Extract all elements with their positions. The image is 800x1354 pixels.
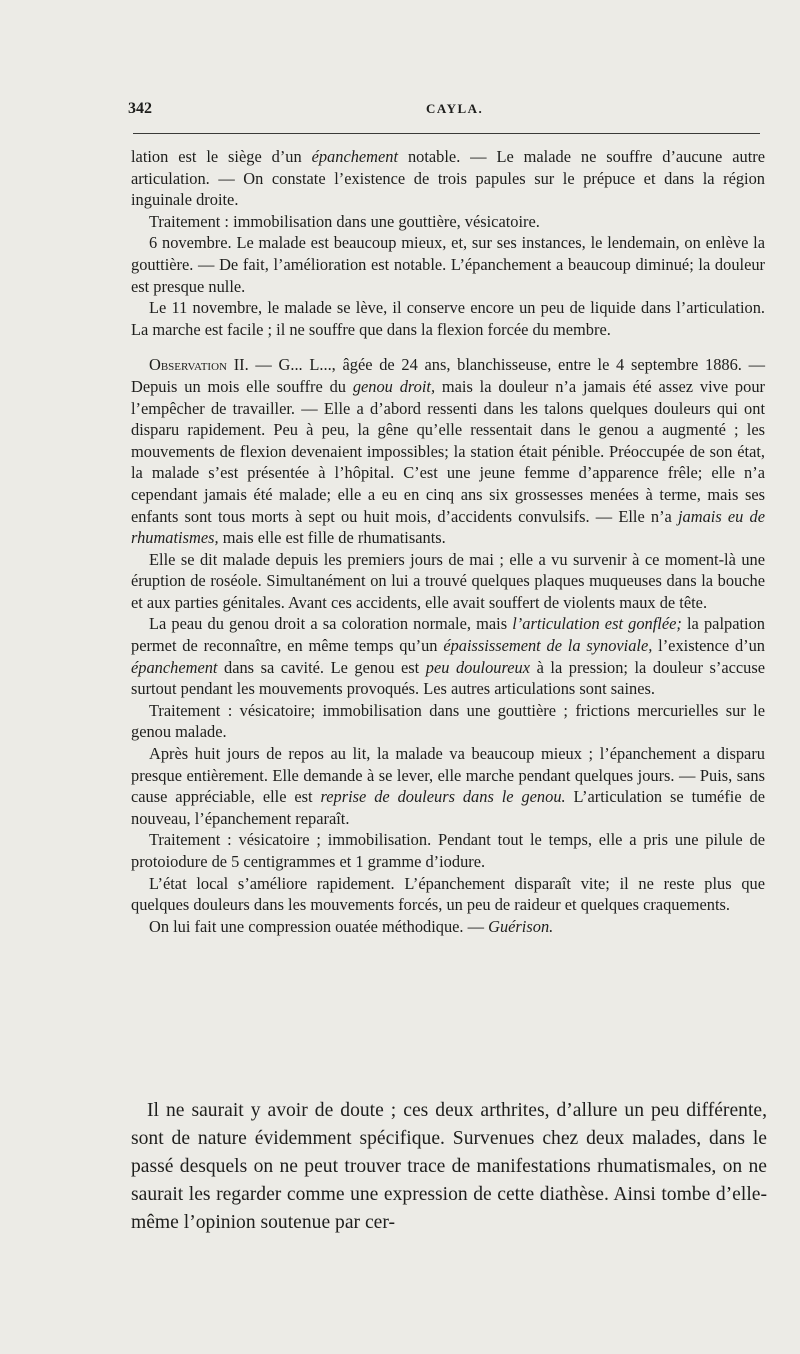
text-span: — G... L..., âgée de 24 ans, blanchisseuse, entre le 4 septembre 1886. — Depuis un mois elle souffre du bbox=[131, 355, 765, 396]
text-span: L’articulation se tuméfie de nouveau, l’épanchement reparaît. bbox=[131, 787, 765, 828]
paragraph bbox=[131, 700, 765, 743]
paragraph bbox=[131, 613, 765, 699]
paragraph bbox=[131, 916, 765, 938]
italic-text: genou droit, bbox=[352, 376, 436, 396]
italic-text: épaississement de la synoviale, bbox=[443, 636, 653, 656]
text-span: La peau du genou droit a sa coloration normale, mais bbox=[149, 614, 513, 634]
paragraph bbox=[131, 232, 765, 297]
italic-text: épanchement bbox=[131, 657, 218, 677]
text-span: notable. — Le malade ne souffre d’aucune autre articulation. — On constate l’existence de trois papules sur le prépuce et dans la région inguinale droite. bbox=[131, 147, 765, 210]
paragraph bbox=[131, 146, 765, 211]
paragraph bbox=[131, 549, 765, 614]
text-span: dans sa cavité. Le genou est bbox=[217, 657, 426, 677]
text-span: l’existence d’un bbox=[652, 636, 765, 656]
text-span: Traitement : vésicatoire ; immobilisation. Pendant tout le temps, elle a pris une pilule de protoiodure de 5 centigrammes et 1 gramme d’iodure. bbox=[131, 830, 765, 871]
text-span: Elle se dit malade depuis les premiers jours de mai ; elle a vu survenir à ce moment-là une éruption de roséole. Simultanément on lui a trouvé quelques plaques muqueuses dans la bouche et aux parties génitales. Avant ces accidents, elle avait souffert de violents maux de tête. bbox=[131, 549, 765, 612]
italic-text: reprise de douleurs dans le genou. bbox=[320, 787, 566, 807]
text-span: L’état local s’améliore rapidement. L’épanchement disparaît vite; il ne reste plus que quelques douleurs dans les mouvements forcés, un peu de raideur et quelques craquements. bbox=[131, 873, 765, 915]
observation-heading: Observation II. bbox=[149, 355, 249, 375]
text-span: Le 11 novembre, le malade se lève, il conserve encore un peu de liquide dans l’articulation. La marche est facile ; il ne souffre que dans la flexion forcée du membre. bbox=[131, 298, 765, 339]
text-span: Traitement : immobilisation dans une gouttière, vésicatoire. bbox=[149, 211, 540, 231]
italic-text: épanchement bbox=[311, 147, 399, 166]
italic-text: jamais eu de rhumatismes, bbox=[131, 506, 765, 548]
text-span: Traitement : vésicatoire; immobilisation dans une gouttière ; frictions mercurielles sur le genou malade. bbox=[131, 700, 765, 742]
paragraph bbox=[131, 354, 765, 548]
running-title: CAYLA. bbox=[426, 101, 484, 116]
closing-paragraph: Il ne saurait y avoir de doute ; ces deux arthrites, d’allure un peu différente, sont de nature évidemment spécifique. Survenues chez deux malades, dans le passé desquels on ne peut trouver trace de manifestations rhumatismales, on ne saurait les regarder comme une expression de cette diathèse. Ainsi tombe d’elle-même l’opinion soutenue par cer- bbox=[131, 1100, 767, 1233]
commentary-text bbox=[131, 1097, 767, 1237]
paragraph bbox=[131, 829, 765, 872]
page-number: 342 bbox=[128, 100, 152, 117]
text-span: lation est le siège d’un bbox=[131, 147, 312, 166]
text-span: la palpation permet de reconnaître, en même temps qu’un bbox=[131, 614, 765, 656]
italic-text: Guérison. bbox=[488, 916, 554, 936]
paragraph bbox=[131, 211, 765, 233]
italic-text: l’articulation est gonflée; bbox=[512, 614, 682, 634]
italic-text: peu douloureux bbox=[425, 657, 531, 677]
text-span: à la pression; la douleur s’accuse surtout pendant les mouvements provoqués. Les autres articulations sont saines. bbox=[131, 657, 765, 699]
text-span: Après huit jours de repos au lit, la malade va beaucoup mieux ; l’épanchement a disparu presque entièrement. Elle demande à se lever, elle marche pendant quelques jours. — Puis, sans cause appréciable, elle est bbox=[131, 744, 765, 807]
header-rule bbox=[133, 133, 760, 134]
text-span: mais elle est fille de rhumatisants. bbox=[218, 528, 446, 548]
text-span: On lui fait une compression ouatée méthodique. — bbox=[149, 916, 489, 936]
paragraph bbox=[131, 743, 765, 829]
paragraph bbox=[131, 873, 765, 916]
paragraph bbox=[131, 297, 765, 340]
text-span: mais la douleur n’a jamais été assez vive pour l’empêcher de travailler. — Elle a d’abord ressenti dans les talons quelques douleurs qui ont disparu rapidement. Peu à peu, la gêne qu’elle ressentait dans le genou a augmenté ; les mouvements de flexion devenaient impossibles; la station était pénible. Préoccupée de son état, la malade s’est présentée à l’hôpital. C’est une jeune femme d’apparence frêle; elle n’a cependant jamais été malade; elle a eu en cinq ans six grossesses menées à terme, mais ses enfants sont tous morts à sept ou huit mois, d’accidents convulsifs. — Elle n’a bbox=[131, 376, 765, 526]
text-span: 6 novembre. Le malade est beaucoup mieux, et, sur ses instances, le lendemain, on enlève la gouttière. — De fait, l’amélioration est notable. L’épanchement a beaucoup diminué; la douleur est presque nulle. bbox=[131, 233, 765, 296]
page-header bbox=[128, 100, 758, 124]
observation-text bbox=[131, 146, 765, 937]
